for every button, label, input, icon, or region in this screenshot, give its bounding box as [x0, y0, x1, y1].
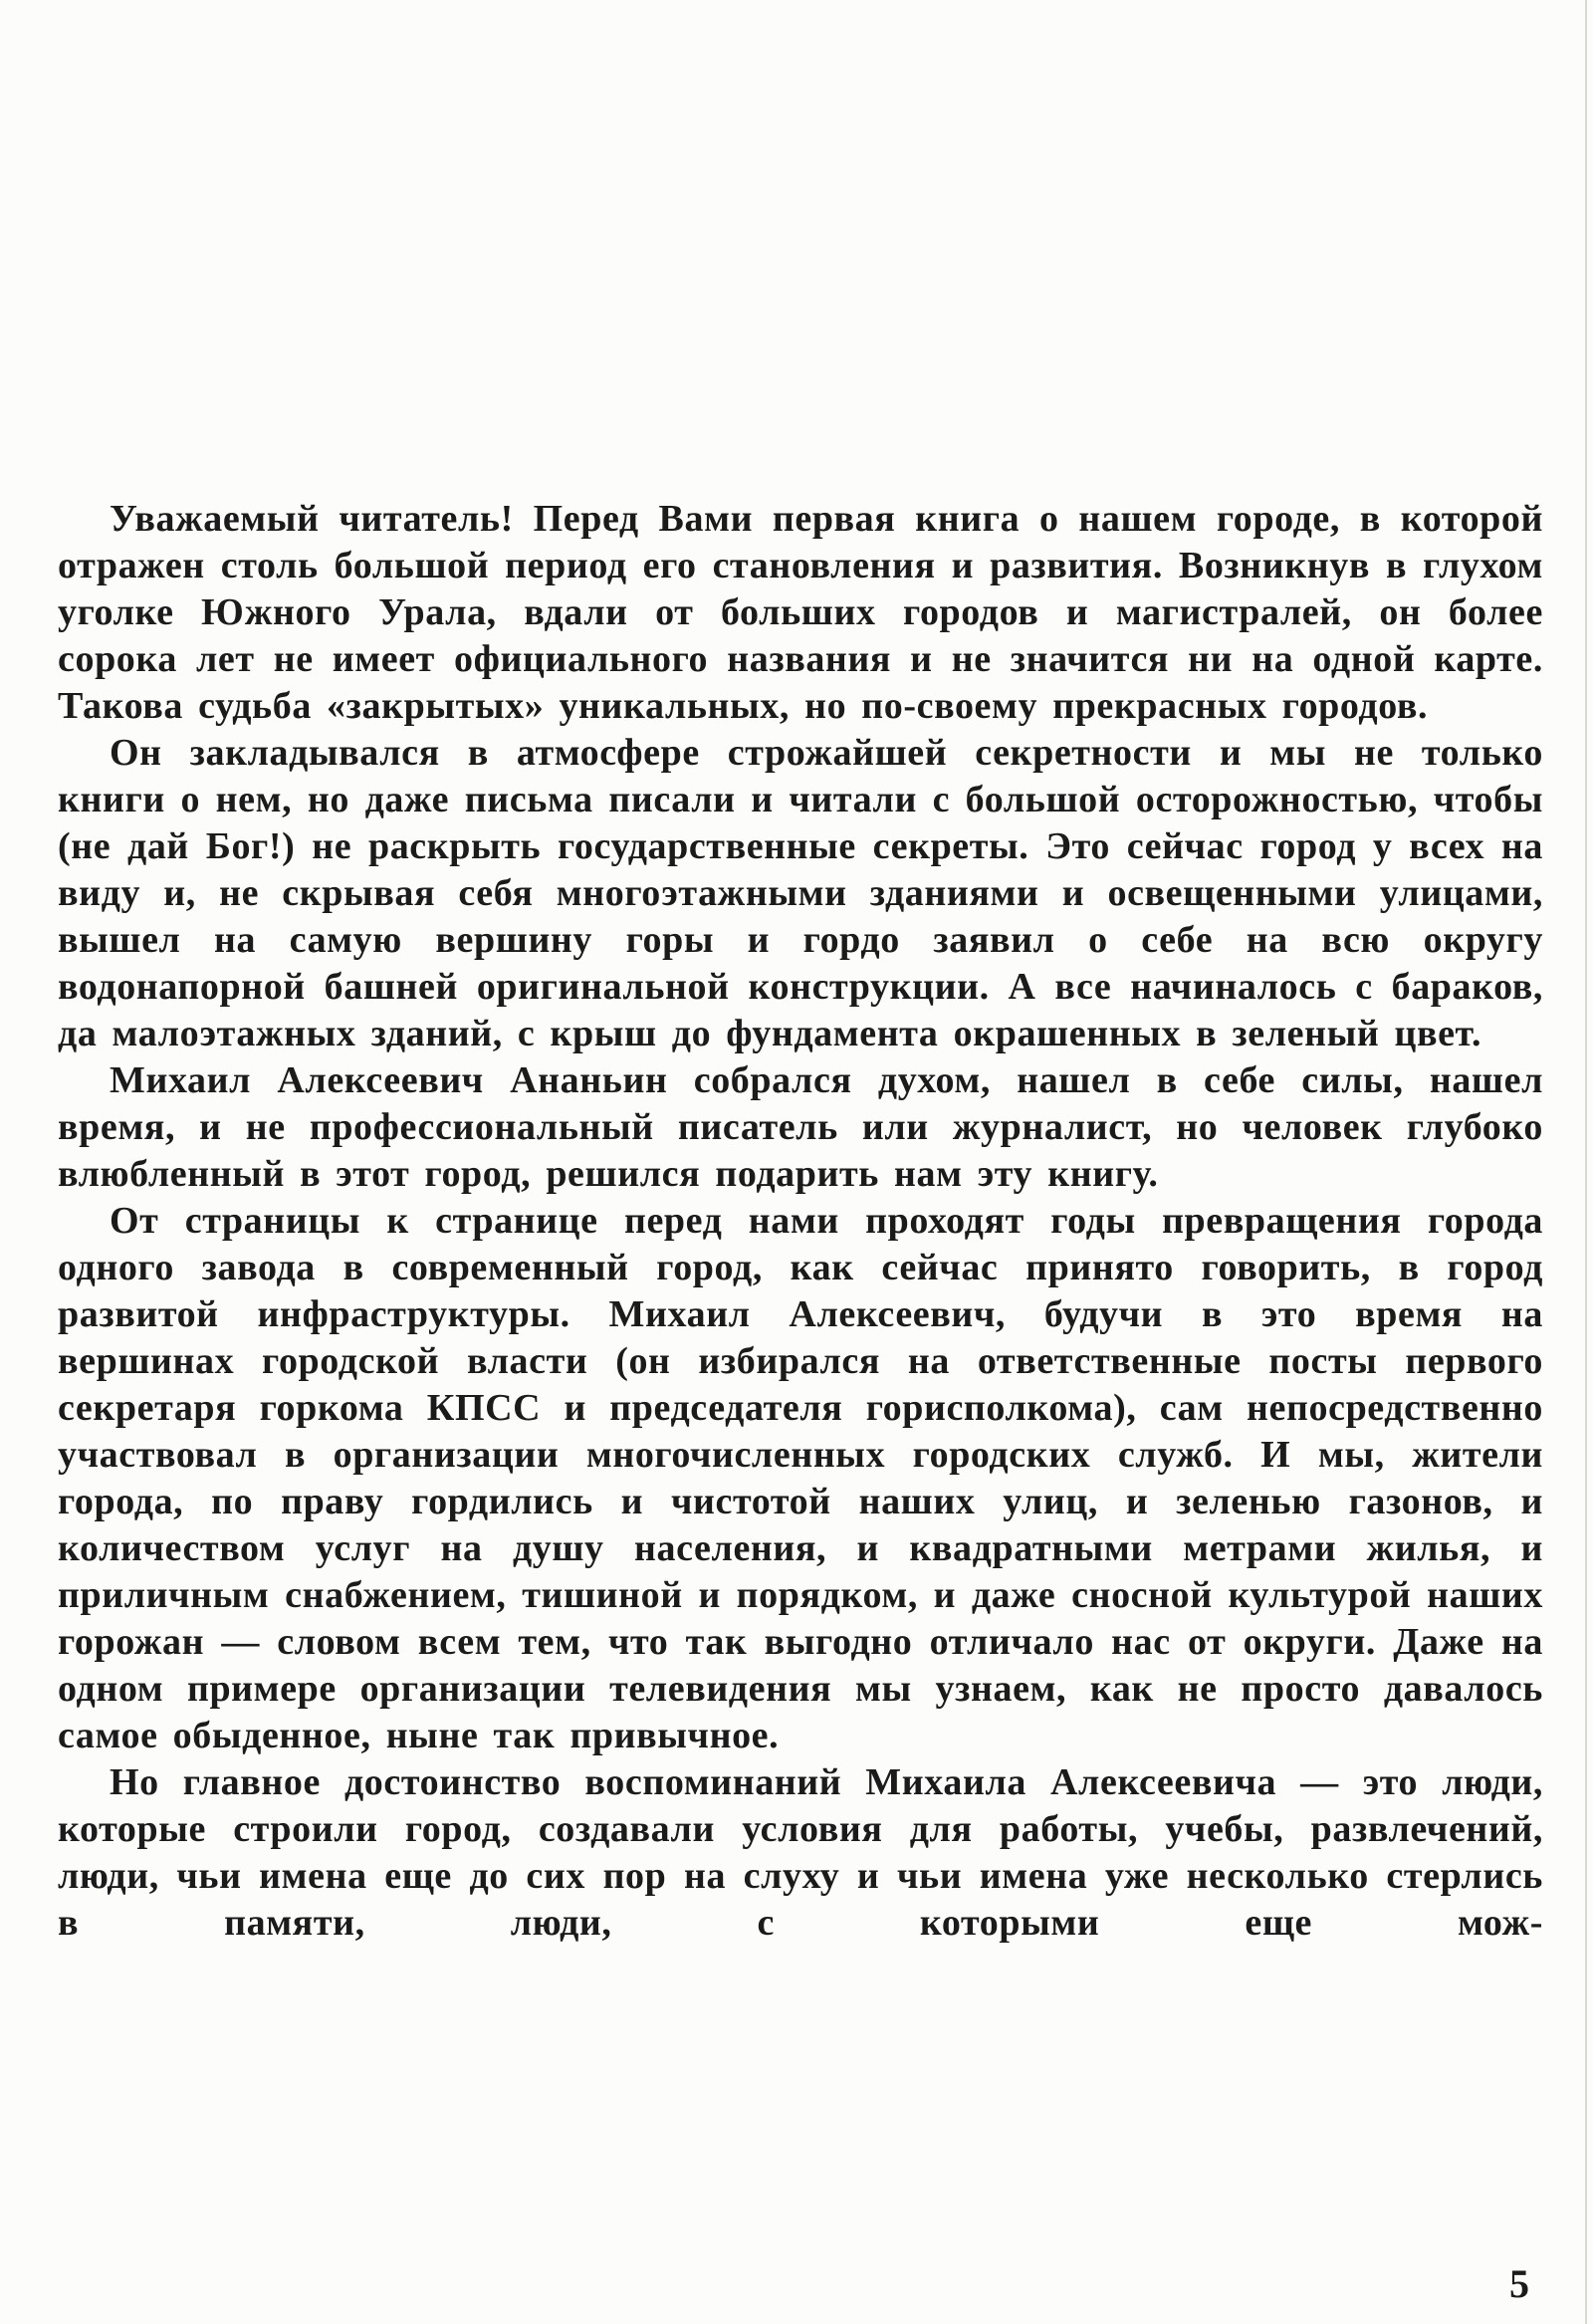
paragraph-secrecy: Он закладывался в атмосфере строжайшей секретности и мы не только книги о нем, но даже письма писали и читали с большой осторожностью, чтобы (не дай Бог!) не раскрыть государственные секреты. Это сейчас город у всех на виду и, не скрывая себя многоэтажными зданиями и освещенными улицами, вышел на самую вершину горы и гордо заявил о себе на всю округу водонапорной башней оригинальной конструкции. А все начиналось с бараков, да малоэтажных зданий, с крыш до фундамента окрашенных в зеленый цвет.	[58, 732, 1543, 1054]
text-block	[58, 496, 1543, 1947]
paragraph-intro: Уважаемый читатель! Перед Вами первая книга о нашем городе, в которой отражен столь большой период его становления и развития. Возникнув в глухом уголке Южного Урала, вдали от больших городов и магистралей, он более сорока лет не имеет официального названия и не значится ни на одной карте. Такова судьба «закрытых» уникальных, но по-своему прекрасных городов.	[58, 498, 1543, 727]
paragraph-city-growth: От страницы к странице перед нами проходят годы превращения города одного завода в современный город, как сейчас принято говорить, в город развитой инфраструктуры. Михаил Алексеевич, будучи в это время на вершинах городской власти (он избирался на ответственные посты первого секретаря горкома КПСС и председателя горисполкома), сам непосредственно участвовал в организации многочисленных городских служб. И мы, жители города, по праву гордились и чистотой наших улиц, и зеленью газонов, и количеством услуг на душу населения, и квадратными метрами жилья, и приличным снабжением, тишиной и порядком, и даже сносной культурой наших горожан — словом всем тем, что так выгодно отличало нас от округи. Даже на одном примере организации телевидения мы узнаем, как не просто давалось самое обыденное, ныне так привычное.	[58, 1200, 1543, 1756]
paragraph-author: Михаил Алексеевич Ананьин собрался духом, нашел в себе силы, нашел время, и не профессиональный писатель или журналист, но человек глубоко влюбленный в этот город, решился подарить нам эту книгу.	[58, 1059, 1543, 1195]
scan-edge-artifact	[1585, 0, 1587, 2324]
paragraph-people: Но главное достоинство воспоминаний Михаила Алексеевича — это люди, которые строили город, создавали условия для работы, учебы, развлечений, люди, чьи имена еще до сих пор на слуху и чьи имена уже несколько стерлись в памяти, люди, с которыми еще мож-	[58, 1761, 1543, 1944]
page-number: 5	[1509, 2261, 1529, 2306]
